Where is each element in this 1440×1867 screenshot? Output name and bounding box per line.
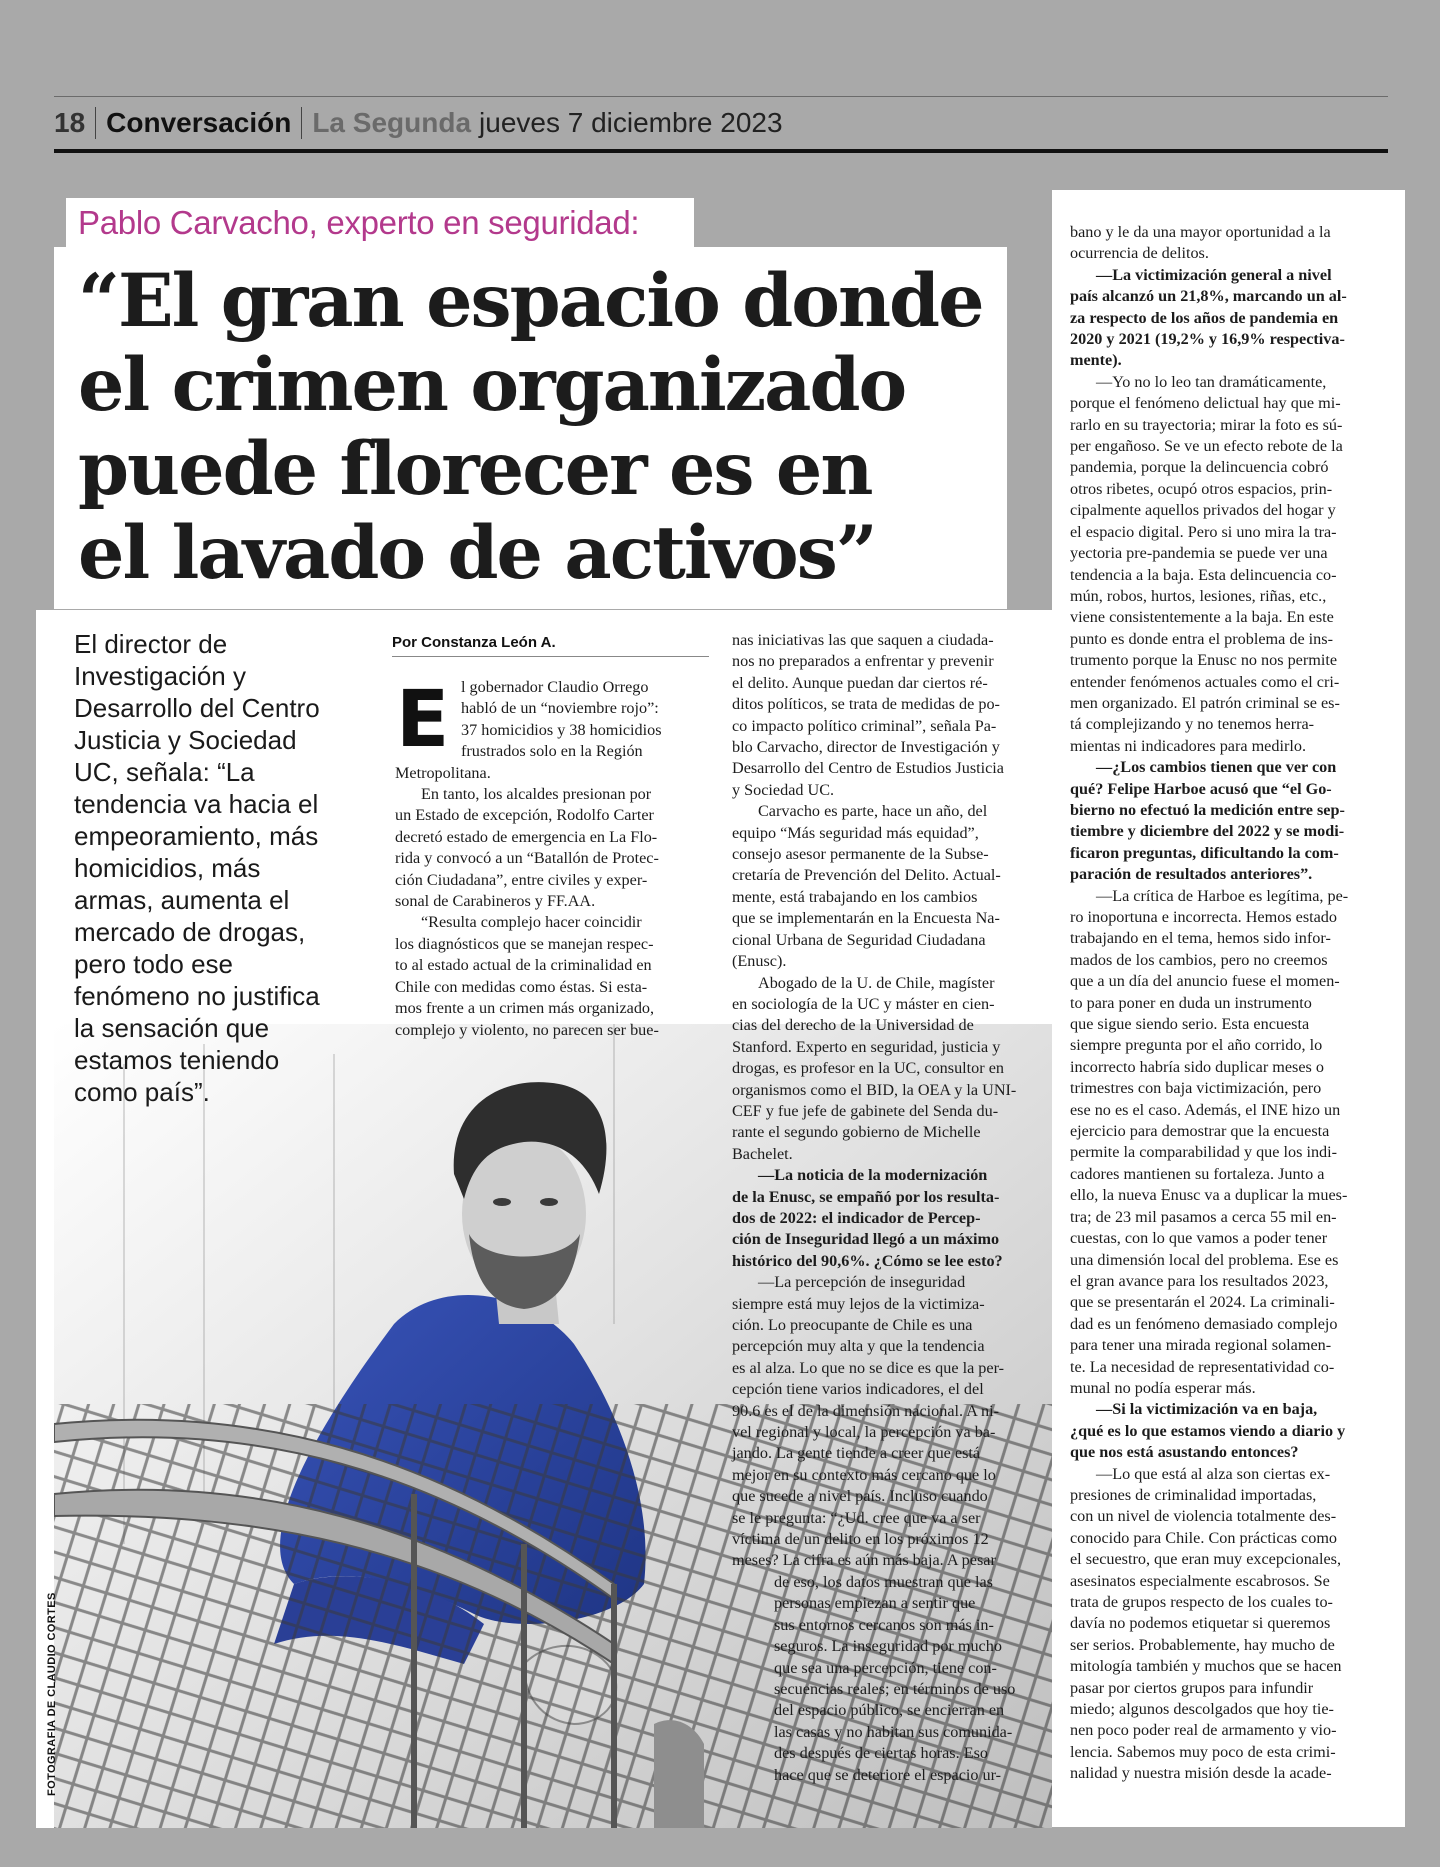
- body-line: cepción tiene varios indicadores, el del: [732, 1380, 984, 1399]
- page-header: [54, 100, 783, 146]
- summary-line: estamos teniendo: [74, 1045, 280, 1075]
- body-line: personas empiezan a sentir que: [774, 1594, 976, 1613]
- body-line: ¿qué es lo que estamos viendo a diario y: [1070, 1421, 1346, 1440]
- kicker-box: [66, 198, 694, 250]
- body-line: equipo “Más seguridad más equidad”,: [732, 823, 979, 842]
- body-line: siempre está muy lejos de la victimiza-: [732, 1294, 985, 1313]
- body-line: mados de los cambios, pero no creemos: [1070, 950, 1328, 969]
- body-line: munal no podía esperar más.: [1070, 1378, 1256, 1397]
- headline-line: el crimen organizado: [78, 342, 906, 428]
- body-line: que se implementarán en la Encuesta Na-: [732, 909, 1000, 928]
- body-line: CEF y fue jefe de gabinete del Senda du-: [732, 1101, 999, 1120]
- summary-line: homicidios, más: [74, 853, 261, 883]
- body-line: porque el fenómeno delictual hay que mi-: [1070, 394, 1341, 413]
- body-line: pasar por ciertos grupos para infundir: [1070, 1678, 1314, 1697]
- body-line: ficaron preguntas, dificultando la com-: [1070, 843, 1339, 862]
- body-line: asesinatos especialmente escabrosos. Se: [1070, 1571, 1330, 1590]
- body-line: lencia. Sabemos muy poco de esta crimi-: [1070, 1742, 1336, 1761]
- body-line: tiembre y diciembre del 2022 y se modi-: [1070, 822, 1345, 841]
- body-line: ser serios. Probablemente, hay mucho de: [1070, 1635, 1335, 1654]
- summary: [74, 628, 374, 1108]
- summary-line: pero todo ese: [74, 949, 234, 979]
- body-line: za respecto de los años de pandemia en: [1070, 308, 1339, 327]
- body-line: que sucede a nivel país. Incluso cuando: [732, 1487, 988, 1506]
- body-line: ción. Lo preocupante de Chile es una: [732, 1316, 973, 1334]
- body-line: ese no es el caso. Además, el INE hizo un: [1070, 1100, 1341, 1119]
- body-line: que sea una percepción, tiene con-: [774, 1658, 997, 1677]
- header-rule-top: [54, 96, 1388, 97]
- body-line: bano y le da una mayor oportunidad a la: [1070, 223, 1331, 241]
- body-line: Carvacho es parte, hace un año, del: [758, 802, 988, 821]
- body-line: con un nivel de violencia totalmente des-: [1070, 1507, 1337, 1526]
- body-line: que a un día del anuncio fuese el momen-: [1070, 972, 1340, 991]
- body-line: ello, la nueva Enusc va a duplicar la mues-: [1070, 1186, 1348, 1205]
- header-rule-bottom: [54, 149, 1388, 153]
- body-line: men organizado. El patrón criminal se es-: [1070, 693, 1340, 712]
- summary-line: UC, señala: “La: [74, 757, 255, 787]
- body-line: mún, robos, hurtos, lesiones, riñas, etc.,: [1070, 586, 1327, 605]
- body-line: dad es un fenómeno demasiado complejo: [1070, 1314, 1338, 1333]
- body-line: punto es donde entra el problema de ins-: [1070, 629, 1333, 648]
- body-line: 37 homicidios y 38 homicidios: [461, 720, 662, 739]
- body-line: es al alza. Lo que no se dice es que la per-: [732, 1358, 1005, 1377]
- body-line: drogas, es profesor en la UC, consultor en: [732, 1059, 1004, 1078]
- body-line: tendencia a la baja. Esta delincuencia co-: [1070, 565, 1337, 584]
- body-line: el gran avance para los resultados 2023,: [1070, 1271, 1329, 1290]
- body-line: mejor en su contexto más cercano que lo: [732, 1465, 996, 1484]
- body-line: nen poco poder real de armamento y vio-: [1070, 1721, 1337, 1740]
- body-line: meses? La cifra es aún más baja. A pesar: [732, 1551, 996, 1570]
- body-line: una dimensión local del problema. Ese es: [1070, 1250, 1339, 1269]
- body-line: yectoria pre-pandemia se puede ver una: [1070, 544, 1328, 563]
- body-line: Chile con medidas como éstas. Si esta-: [395, 977, 648, 996]
- body-line: En tanto, los alcaldes presionan por: [421, 785, 652, 804]
- body-line: conocido para Chile. Con prácticas como: [1070, 1528, 1338, 1547]
- body-line: paración de resultados anteriores”.: [1070, 865, 1313, 884]
- body-line: nalidad y nuestra misión desde la acade-: [1070, 1764, 1332, 1783]
- body-line: complejo y violento, no parecen ser bue-: [395, 1020, 659, 1039]
- body-line: cadores mantienen su fortaleza. Junto a: [1070, 1164, 1325, 1183]
- headline-line: “El gran espacio donde: [78, 258, 983, 344]
- summary-line: la sensación que: [74, 1013, 270, 1043]
- body-line: cipalmente aquellos privados del hogar y: [1070, 501, 1336, 520]
- body-line: ro inoportuna e incorrecta. Hemos estado: [1070, 908, 1337, 926]
- body-line: ción Ciudadana”, entre civiles y exper-: [395, 870, 648, 889]
- headline: [78, 259, 998, 595]
- summary-line: Justicia y Sociedad: [74, 725, 297, 755]
- body-line: mos frente a un crimen más organizado,: [395, 999, 655, 1018]
- body-line: Bachelet.: [732, 1144, 793, 1163]
- body-line: presiones de criminalidad importadas,: [1070, 1485, 1317, 1504]
- body-line: cuestas, con lo que vamos a poder tener: [1070, 1229, 1328, 1248]
- body-line: ocurrencia de delitos.: [1070, 244, 1209, 263]
- summary-line: Investigación y: [74, 661, 246, 691]
- body-line: to al estado actual de la criminalidad en: [395, 956, 652, 975]
- body-line: mitología también y muchos que se hacen: [1070, 1657, 1342, 1676]
- body-line: cional Urbana de Seguridad Ciudadana: [732, 930, 986, 949]
- page-number: 18: [54, 107, 96, 139]
- body-line: ción de Inseguridad llegó a un máximo: [732, 1230, 1000, 1249]
- body-line: que nos está asustando entonces?: [1070, 1443, 1299, 1462]
- body-line: bierno no efectuó la medición entre sep-: [1070, 800, 1345, 819]
- body-line: histórico del 90,6%. ¿Cómo se lee esto?: [732, 1251, 1003, 1270]
- body-line: des después de ciertas horas. Eso: [774, 1744, 988, 1763]
- body-line: Desarrollo del Centro de Estudios Justicia: [732, 759, 1004, 778]
- body-line: organismos como el BID, la OEA y la UNI-: [732, 1080, 1017, 1099]
- drop-cap: E: [396, 675, 450, 765]
- body-line: un Estado de excepción, Rodolfo Carter: [395, 806, 654, 825]
- body-line: secuencias reales; en términos de uso: [774, 1679, 1016, 1698]
- summary-line: como país”.: [74, 1077, 210, 1107]
- body-line: que sigue siendo serio. Esta encuesta: [1070, 1015, 1310, 1034]
- body-line: davía no podemos etiquetar si queremos: [1070, 1614, 1331, 1633]
- body-line: qué? Felipe Harboe acusó que “el Go-: [1070, 779, 1332, 798]
- body-line: —Yo no lo leo tan dramáticamente,: [1096, 372, 1327, 391]
- body-line: —La noticia de la modernización: [758, 1166, 988, 1185]
- summary-line: Desarrollo del Centro: [74, 693, 320, 723]
- body-line: rida y convocó a un “Batallón de Protec-: [395, 849, 659, 868]
- body-line: mente).: [1070, 351, 1122, 370]
- body-line: rante el segundo gobierno de Michelle: [732, 1123, 981, 1142]
- body-line: el espacio digital. Pero si uno mira la tra-: [1070, 522, 1337, 541]
- body-line: percepción muy alta y que la tendencia: [732, 1337, 985, 1356]
- body-line: —¿Los cambios tienen que ver con: [1096, 758, 1337, 777]
- kicker: Pablo Carvacho, experto en seguridad:: [78, 204, 640, 241]
- photo-credit: FOTOGRAFIA DE CLAUDIO CORTES: [46, 1592, 58, 1796]
- body-line: consejo asesor permanente de la Subse-: [732, 845, 989, 864]
- body-line: Metropolitana.: [395, 763, 491, 782]
- summary-line: tendencia va hacia el: [74, 789, 319, 819]
- body-line: los diagnósticos que se manejan respec-: [395, 934, 654, 953]
- body-line: blo Carvacho, director de Investigación y: [732, 738, 1000, 757]
- section-name: Conversación: [96, 107, 302, 139]
- body-line: jando. La gente tiende a creer que está: [732, 1444, 981, 1463]
- body-line: permite la comparabilidad y que los indi-: [1070, 1143, 1338, 1162]
- body-line: per engañoso. Se ve un efecto rebote de la: [1070, 437, 1343, 456]
- body-line: 90.6 es el de la dimensión nacional. A ni-: [732, 1401, 1000, 1420]
- body-line: co impacto político criminal”, señala Pa-: [732, 716, 997, 735]
- body-line: frustrados solo en la Región: [461, 742, 643, 761]
- body-line: víctima de un delito en los próximos 12: [732, 1530, 989, 1549]
- body-line: cretaría de Prevención del Delito. Actual-: [732, 866, 1001, 885]
- body-line: otros ribetes, ocupó otros espacios, prin-: [1070, 479, 1333, 498]
- body-line: del espacio público, se encierran en: [774, 1701, 1005, 1720]
- body-line: mientas ni indicadores para medirlo.: [1070, 736, 1306, 755]
- body-line: trumento porque la Enusc no nos permite: [1070, 651, 1338, 670]
- body-line: pandemia, porque la delincuencia cobró: [1070, 458, 1329, 477]
- body-line: sus entornos cercanos son más in-: [774, 1615, 994, 1634]
- body-column-3: [1070, 222, 1392, 1785]
- body-line: tra; de 23 mil pasamos a cerca 55 mil en-: [1070, 1207, 1337, 1226]
- body-line: habló de un “noviembre rojo”:: [461, 699, 659, 718]
- body-line: seguros. La inseguridad por mucho: [774, 1637, 1002, 1656]
- body-line: ejercicio para demostrar que la encuesta: [1070, 1122, 1330, 1141]
- body-line: trabajando en el tema, hemos sido infor-: [1070, 929, 1331, 948]
- summary-line: El director de: [74, 629, 228, 659]
- headline-line: el lavado de activos”: [78, 510, 876, 596]
- body-line: “Resulta complejo hacer coincidir: [421, 913, 642, 932]
- body-line: 2020 y 2021 (19,2% y 16,9% respectiva-: [1070, 330, 1345, 349]
- issue-date: jueves 7 diciembre 2023: [479, 107, 783, 138]
- body-line: en sociología de la UC y máster en cien-: [732, 994, 995, 1013]
- body-line: —La percepción de inseguridad: [758, 1273, 966, 1292]
- body-line: decretó estado de emergencia en La Flo-: [395, 827, 658, 846]
- body-column-2: [732, 630, 1042, 1786]
- body-line: sonal de Carabineros y FF.AA.: [395, 892, 596, 911]
- body-line: to para poner en duda un instrumento: [1070, 993, 1312, 1012]
- body-line: el secuestro, que eran muy excepcionales,: [1070, 1550, 1342, 1569]
- byline: Por Constanza León A.: [392, 634, 709, 657]
- body-line: —La crítica de Harboe es legítima, pe-: [1096, 886, 1349, 905]
- body-line: trata de grupos respecto de los cuales to-: [1070, 1593, 1333, 1611]
- summary-line: mercado de drogas,: [74, 917, 306, 947]
- body-line: vel regional y local, la percepción va ba-: [732, 1423, 996, 1442]
- headline-box: [54, 247, 1007, 609]
- summary-line: fenómeno no justifica: [74, 981, 320, 1011]
- body-line: de la Enusc, se empañó por los resulta-: [732, 1187, 1000, 1206]
- body-line: rarlo en su trayectoria; mirar la foto es sú-: [1070, 415, 1343, 434]
- body-line: Stanford. Experto en seguridad, justicia y: [732, 1037, 1001, 1056]
- body-line: que se presentarán el 2024. La criminali-: [1070, 1293, 1335, 1312]
- body-line: te. La necesidad de representatividad co-: [1070, 1357, 1335, 1376]
- body-line: (Enusc).: [732, 952, 787, 971]
- body-line: de eso, los datos muestran que las: [774, 1572, 993, 1591]
- body-line: miedo; algunos descolgados que hoy tie-: [1070, 1700, 1334, 1719]
- body-line: incorrecto habría sido duplicar meses o: [1070, 1057, 1324, 1076]
- body-line: país alcanzó un 21,8%, marcando un al-: [1070, 287, 1347, 306]
- body-line: nas iniciativas las que saquen a ciudada-: [732, 631, 994, 649]
- body-line: l gobernador Claudio Orrego: [461, 678, 649, 696]
- body-line: y Sociedad UC.: [732, 780, 835, 799]
- body-line: ditos políticos, se trata de medidas de po-: [732, 695, 1000, 714]
- body-line: hace que se deteriore el espacio ur-: [774, 1765, 1002, 1784]
- body-line: para tener una mirada regional solamen-: [1070, 1336, 1332, 1355]
- body-line: —La victimización general a nivel: [1096, 265, 1332, 284]
- publication-name: La Segunda: [312, 107, 472, 138]
- headline-line: puede florecer es en: [78, 426, 872, 512]
- summary-line: empeoramiento, más: [74, 821, 319, 851]
- body-line: las casas y no habitan sus comunida-: [774, 1722, 1013, 1741]
- body-line: —Lo que está al alza son ciertas ex-: [1096, 1464, 1331, 1483]
- summary-line: armas, aumenta el: [74, 885, 290, 915]
- body-line: entender fenómenos actuales como el cri-: [1070, 672, 1340, 691]
- body-line: —Si la victimización va en baja,: [1096, 1400, 1318, 1419]
- body-line: el delito. Aunque puedan dar ciertos ré-: [732, 673, 988, 692]
- body-line: trimestres con baja victimización, pero: [1070, 1079, 1322, 1098]
- body-column-1: [395, 677, 713, 1041]
- body-line: tá complejizando y no tenemos herra-: [1070, 715, 1315, 734]
- body-line: viene consistentemente a la baja. En este: [1070, 608, 1334, 627]
- body-line: dos de 2022: el indicador de Percep-: [732, 1208, 981, 1227]
- body-line: mente, está trabajando en los cambios: [732, 887, 978, 906]
- body-line: se le pregunta: “¿Ud. cree que va a ser: [732, 1508, 981, 1527]
- body-line: nos no preparados a enfrentar y prevenir: [732, 652, 994, 671]
- body-line: Abogado de la U. de Chile, magíster: [758, 973, 995, 992]
- body-line: cias del derecho de la Universidad de: [732, 1016, 974, 1035]
- body-line: siempre pregunta por el año corrido, lo: [1070, 1036, 1323, 1055]
